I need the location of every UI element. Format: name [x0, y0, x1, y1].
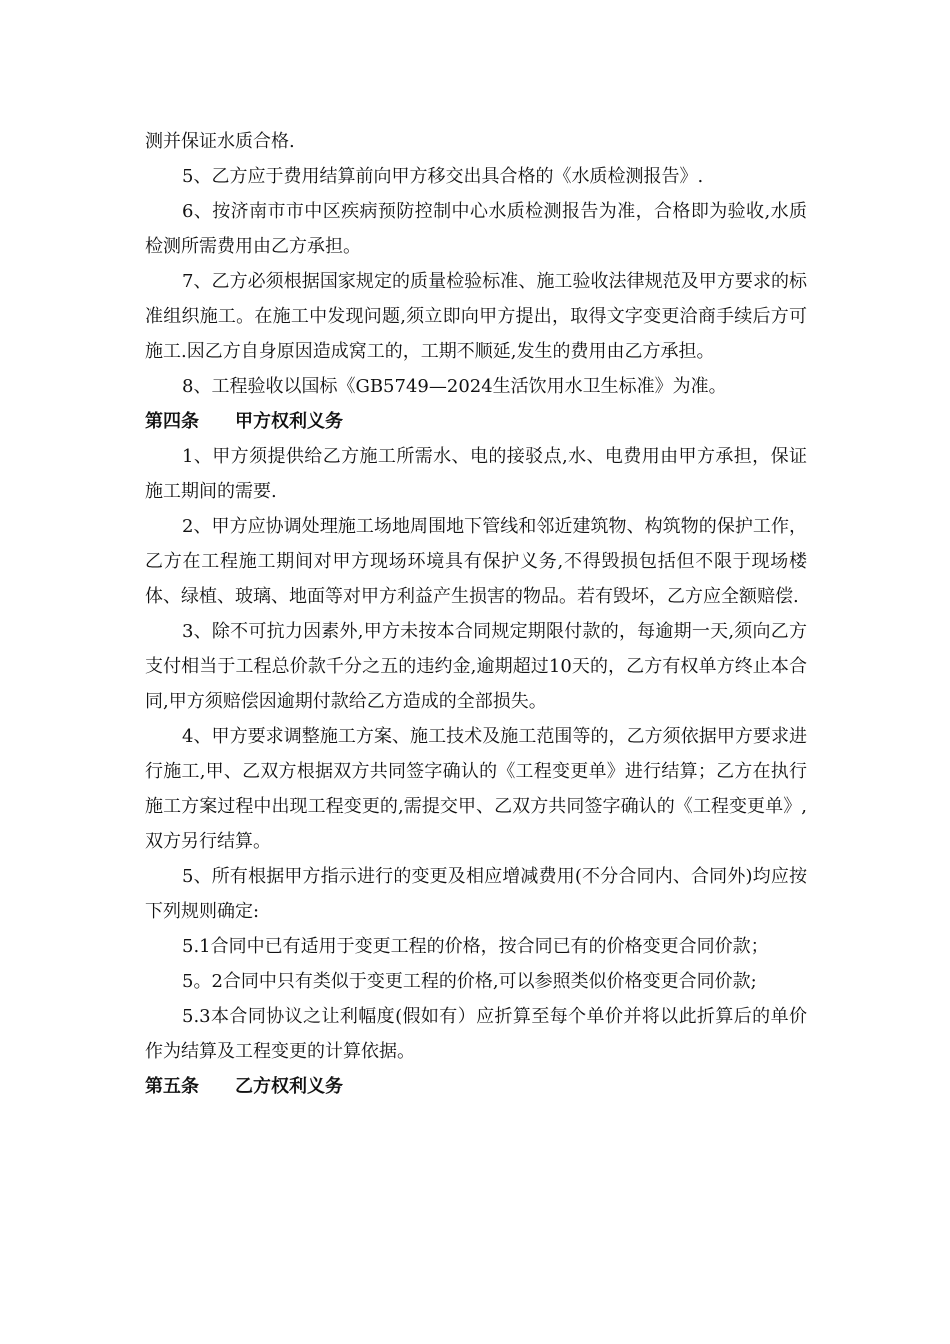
- section4-item-5-2: 5。2合同中只有类似于变更工程的价格,可以参照类似价格变更合同价款;: [182, 971, 757, 992]
- section4-item-5: 5、所有根据甲方指示进行的变更及相应增减费用(不分合同内、合同外)均应按下列规则确定:: [145, 866, 807, 922]
- section4-item-3: 3、除不可抗力因素外,甲方未按本合同规定期限付款的，每逾期一天,须向乙方支付相当于工程总价款千分之五的违约金,逾期超过10天的，乙方有权单方终止本合同,甲方须赔偿因逾期付款给乙方造成的全部损失。: [145, 621, 807, 712]
- paragraph-item-5: 5、乙方应于费用结算前向甲方移交出具合格的《水质检测报告》.: [182, 166, 704, 187]
- section-heading-article-5: 第五条 乙方权利义务: [145, 1076, 343, 1097]
- section4-item-2: 2、甲方应协调处理施工场地周围地下管线和邻近建筑物、构筑物的保护工作，乙方在工程施工期间对甲方现场环境具有保护义务,不得毁损包括但不限于现场楼体、绿植、玻璃、地面等对甲方利益产生损害的物品。若有毁坏，乙方应全额赔偿.: [145, 516, 807, 607]
- section4-item-4: 4、甲方要求调整施工方案、施工技术及施工范围等的，乙方须依据甲方要求进行施工,甲、乙双方根据双方共同签字确认的《工程变更单》进行结算；乙方在执行施工方案过程中出现工程变更的,需提交甲、乙双方共同签字确认的《工程变更单》,双方另行结算。: [145, 726, 807, 852]
- paragraph-item-7: 7、乙方必须根据国家规定的质量检验标准、施工验收法律规范及甲方要求的标准组织施工。在施工中发现问题,须立即向甲方提出，取得文字变更洽商手续后方可施工.因乙方自身原因造成窝工的，工期不顺延,发生的费用由乙方承担。: [145, 271, 807, 362]
- paragraph-item-8: 8、工程验收以国标《GB5749—2024生活饮用水卫生标准》为准。: [182, 376, 727, 397]
- section4-item-5-3: 5.3本合同协议之让利幅度(假如有）应折算至每个单价并将以此折算后的单价作为结算及工程变更的计算依据。: [145, 1006, 807, 1062]
- document-body: [145, 124, 807, 1104]
- section4-item-5-1: 5.1合同中已有适用于变更工程的价格，按合同已有的价格变更合同价款；: [182, 936, 769, 957]
- section-heading-article-4: 第四条 甲方权利义务: [145, 411, 343, 432]
- paragraph-item-6: 6、按济南市市中区疾病预防控制中心水质检测报告为准，合格即为验收,水质检测所需费用由乙方承担。: [145, 201, 807, 257]
- section4-item-1: 1、甲方须提供给乙方施工所需水、电的接驳点,水、电费用由甲方承担，保证施工期间的需要.: [145, 446, 807, 502]
- paragraph-continued: 测并保证水质合格.: [145, 131, 295, 152]
